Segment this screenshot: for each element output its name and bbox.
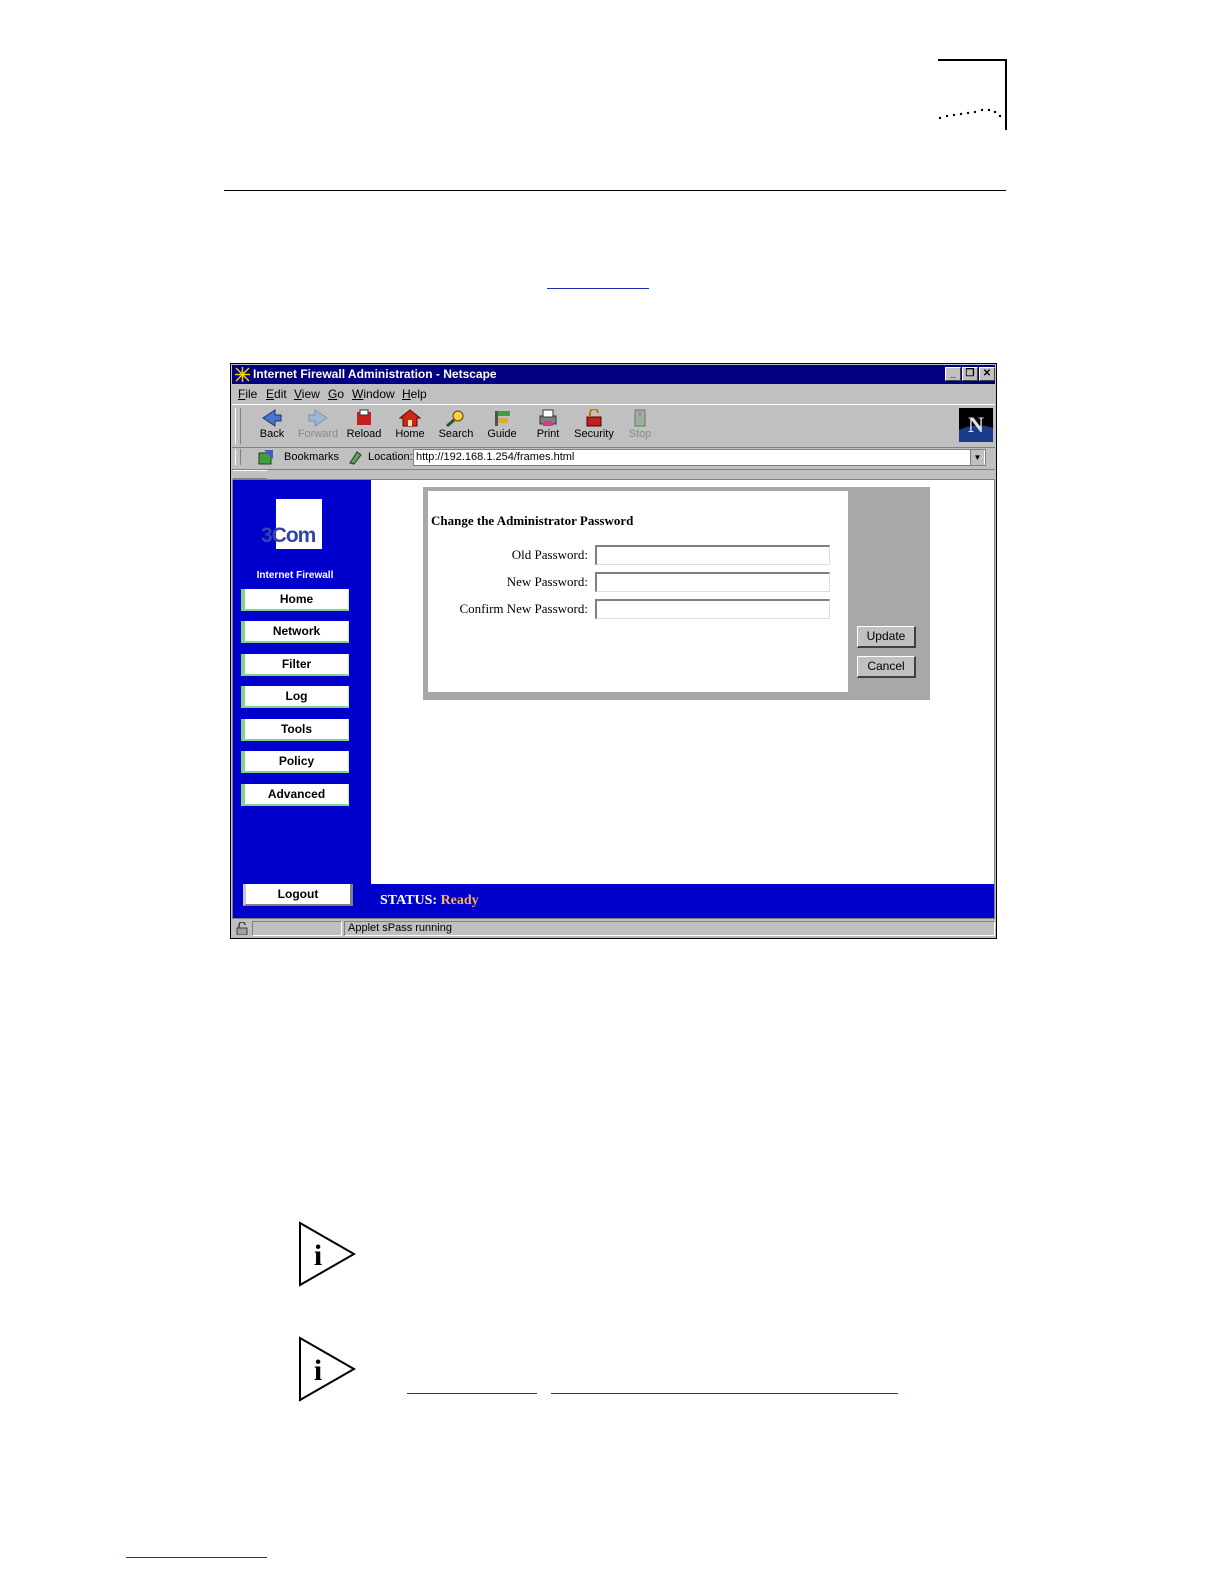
netscape-logo-letter: N xyxy=(968,412,984,437)
search-icon xyxy=(445,409,467,427)
browser-window xyxy=(230,363,997,939)
netscape-logo[interactable] xyxy=(959,408,993,442)
link-underline[interactable] xyxy=(407,1393,537,1394)
menu-help[interactable]: Help xyxy=(402,387,427,401)
header-rule xyxy=(224,190,1006,191)
window-title: Internet Firewall Administration - Netscape xyxy=(253,367,497,381)
restore-button[interactable]: ❐ xyxy=(962,367,978,381)
status-line xyxy=(380,893,479,909)
browser-status-bar xyxy=(232,920,995,937)
info-note-icon xyxy=(298,1221,356,1287)
forward-label: Forward xyxy=(297,428,339,440)
old-password-label: Old Password: xyxy=(511,547,588,562)
security-icon xyxy=(583,409,605,427)
confirm-password-field[interactable] xyxy=(595,599,830,619)
reload-label: Reload xyxy=(346,428,382,440)
menu-window[interactable]: Window xyxy=(352,387,395,401)
print-icon xyxy=(537,409,559,427)
bookmarks-icon xyxy=(256,449,276,466)
search-button[interactable] xyxy=(433,407,479,447)
update-button[interactable]: Update xyxy=(857,626,916,648)
form-title: Change the Administrator Password xyxy=(431,513,634,528)
collapsed-toolbar-tab[interactable] xyxy=(233,470,267,479)
home-button[interactable] xyxy=(387,407,433,447)
security-lock-icon[interactable] xyxy=(235,922,251,935)
print-label: Print xyxy=(536,428,560,440)
close-button[interactable]: ✕ xyxy=(979,367,995,381)
search-label: Search xyxy=(438,428,474,440)
nav-advanced-button[interactable]: Advanced xyxy=(241,784,349,806)
logout-button[interactable]: Logout xyxy=(243,884,353,906)
menu-go[interactable]: Go xyxy=(328,387,345,401)
title-bar xyxy=(232,365,995,384)
nav-log-button[interactable]: Log xyxy=(241,686,349,708)
stop-label: Stop xyxy=(628,428,652,440)
menu-edit[interactable]: Edit xyxy=(266,387,287,401)
security-label: Security xyxy=(574,428,614,440)
nav-tools-button[interactable]: Tools xyxy=(241,719,349,741)
nav-filter-button[interactable]: Filter xyxy=(241,654,349,676)
corner-mark xyxy=(938,58,1008,130)
new-password-label: New Password: xyxy=(506,574,588,589)
netscape-logo-icon xyxy=(959,408,993,442)
status-message: Applet sPass running xyxy=(344,921,995,936)
status-frame xyxy=(371,884,994,918)
print-button[interactable] xyxy=(525,407,571,447)
location-input[interactable] xyxy=(413,449,986,466)
stop-button[interactable] xyxy=(617,407,663,447)
back-button[interactable] xyxy=(249,407,295,447)
menu-view[interactable]: View xyxy=(294,387,320,401)
location-dropdown-icon[interactable]: ▼ xyxy=(970,450,984,465)
home-icon xyxy=(399,409,421,427)
location-grip[interactable] xyxy=(235,449,241,465)
nav-network-button[interactable]: Network xyxy=(241,621,349,643)
back-icon xyxy=(261,409,283,427)
navigation-frame xyxy=(233,480,371,918)
guide-icon xyxy=(491,409,513,427)
stop-icon xyxy=(629,409,651,427)
progress-cell xyxy=(252,921,342,936)
confirm-password-label: Confirm New Password: xyxy=(459,601,588,616)
product-name: Internet Firewall xyxy=(256,570,334,581)
netscape-app-icon xyxy=(235,367,250,382)
home-label: Home xyxy=(395,428,425,440)
forward-button[interactable] xyxy=(295,407,341,447)
link-underline[interactable] xyxy=(547,288,649,289)
guide-button[interactable] xyxy=(479,407,525,447)
location-icon xyxy=(348,450,363,465)
3com-logo: 3Com xyxy=(261,524,316,547)
status-label: STATUS: xyxy=(380,893,438,908)
location-toolbar xyxy=(232,447,995,470)
status-value: Ready xyxy=(440,893,479,908)
link-underline[interactable] xyxy=(551,1393,898,1394)
navigation-toolbar xyxy=(232,404,995,448)
location-label: Location: xyxy=(368,451,413,463)
nav-home-button[interactable]: Home xyxy=(241,589,349,611)
svg-text:i: i xyxy=(313,1239,323,1272)
reload-icon xyxy=(353,409,375,427)
security-button[interactable] xyxy=(571,407,617,447)
guide-label: Guide xyxy=(487,428,517,440)
svg-text:i: i xyxy=(313,1354,323,1387)
minimize-button[interactable]: _ xyxy=(945,367,961,381)
reload-button[interactable] xyxy=(341,407,387,447)
info-note-icon xyxy=(298,1336,356,1402)
new-password-field[interactable] xyxy=(595,572,830,592)
nav-policy-button[interactable]: Policy xyxy=(241,751,349,773)
bookmarks-button[interactable]: Bookmarks xyxy=(284,451,340,463)
toolbar-grip[interactable] xyxy=(235,408,241,444)
cancel-button[interactable]: Cancel xyxy=(857,656,916,678)
password-panel xyxy=(423,487,930,700)
old-password-field[interactable] xyxy=(595,545,830,565)
forward-icon xyxy=(307,409,329,427)
location-url: http://192.168.1.254/frames.html xyxy=(416,451,575,463)
password-form xyxy=(428,491,848,692)
back-label: Back xyxy=(259,428,285,440)
link-underline[interactable] xyxy=(126,1557,267,1558)
menu-file[interactable]: File xyxy=(238,387,258,401)
page-frames xyxy=(232,479,995,919)
menu-bar xyxy=(232,385,995,403)
